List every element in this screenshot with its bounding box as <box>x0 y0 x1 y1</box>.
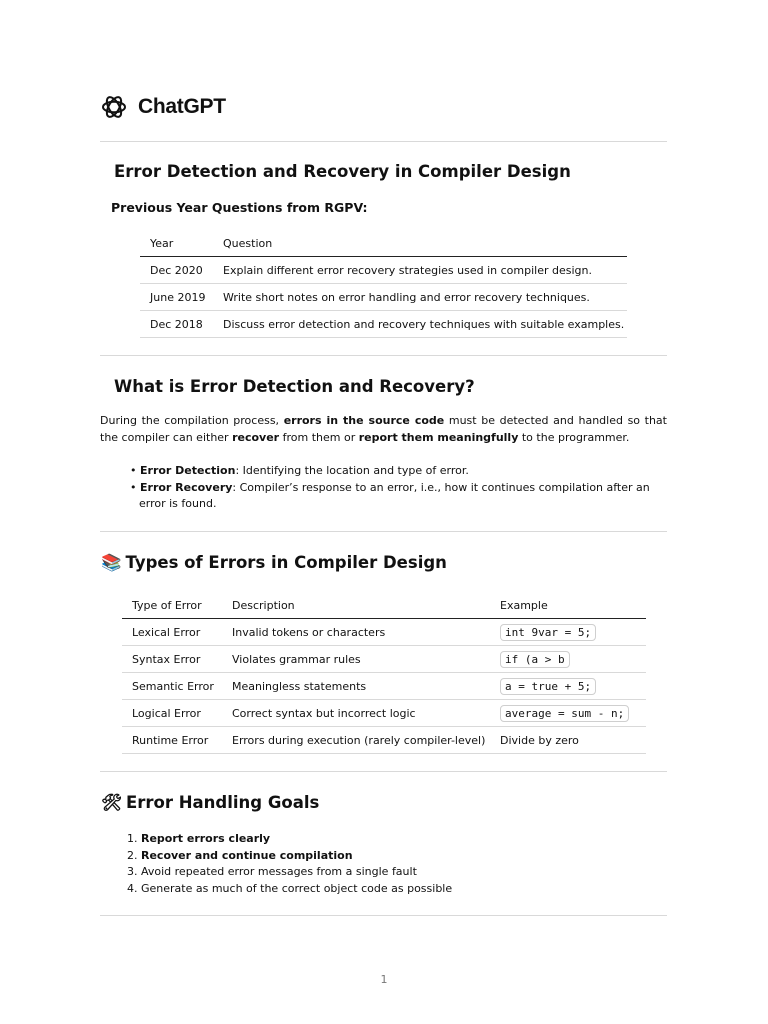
error-type-cell: Syntax Error <box>122 646 222 673</box>
chatgpt-logo-icon <box>100 93 128 121</box>
page-number: 1 <box>380 973 388 986</box>
description-cell: Violates grammar rules <box>222 646 490 673</box>
brand-name: ChatGPT <box>138 95 226 118</box>
example-cell <box>490 700 646 727</box>
bullet: • <box>130 480 137 494</box>
item-text: Generate as much of the correct object code as possible <box>141 881 453 895</box>
example-cell <box>490 619 646 646</box>
table-row <box>122 673 646 700</box>
goals-list <box>127 831 452 897</box>
list-item <box>127 881 452 898</box>
table-row <box>122 727 646 754</box>
table-row <box>140 257 627 284</box>
column-header: Description <box>222 592 490 619</box>
table-header-row <box>122 592 646 619</box>
item-number: 4. <box>127 881 138 895</box>
text: from them or <box>279 431 359 444</box>
bullet: • <box>130 464 137 477</box>
question-cell: Write short notes on error handling and error recovery techniques. <box>213 284 627 311</box>
code-snippet: a = true + 5; <box>500 678 596 695</box>
description-cell: Invalid tokens or characters <box>222 619 490 646</box>
table-header-row <box>140 230 627 257</box>
divider <box>100 771 667 772</box>
table-row <box>140 311 627 338</box>
divider <box>100 915 667 916</box>
page-title: Error Detection and Recovery in Compiler Design <box>114 162 571 181</box>
question-cell: Discuss error detection and recovery techniques with suitable examples. <box>213 311 627 338</box>
text: During the compilation process, <box>100 414 284 427</box>
pyq-table <box>140 230 627 338</box>
definition: : Compiler’s response to an error, i.e., how it continues compilation after an error is found. <box>139 480 650 510</box>
code-snippet: if (a > b <box>500 651 570 668</box>
list-item <box>127 831 452 848</box>
table-row <box>140 284 627 311</box>
list-item <box>127 864 452 881</box>
definition: : Identifying the location and type of error. <box>235 464 469 477</box>
column-header: Example <box>490 592 646 619</box>
item-text: Report errors clearly <box>141 832 271 845</box>
item-number: 2. <box>127 848 138 862</box>
example-cell <box>490 673 646 700</box>
list-item <box>130 480 667 513</box>
pyq-heading: Previous Year Questions from RGPV: <box>111 200 368 215</box>
definition-list <box>130 463 667 513</box>
column-header: Year <box>140 230 213 257</box>
item-text: Avoid repeated error messages from a single fault <box>141 865 417 878</box>
brand-header <box>100 93 226 121</box>
error-type-cell: Logical Error <box>122 700 222 727</box>
list-item <box>127 848 452 865</box>
code-snippet: int 9var = 5; <box>500 624 596 641</box>
table-row <box>122 700 646 727</box>
column-header: Question <box>213 230 627 257</box>
tools-icon: 🛠 <box>101 793 122 812</box>
table-row <box>122 619 646 646</box>
item-number: 1. <box>127 832 138 845</box>
error-type-cell: Runtime Error <box>122 727 222 754</box>
error-type-cell: Lexical Error <box>122 619 222 646</box>
list-item <box>130 463 667 480</box>
heading-text: Error Handling Goals <box>125 793 320 812</box>
term: Error Detection <box>140 464 236 477</box>
table-row <box>122 646 646 673</box>
code-snippet: average = sum - n; <box>500 705 629 722</box>
description-cell: Correct syntax but incorrect logic <box>222 700 490 727</box>
description-cell: Meaningless statements <box>222 673 490 700</box>
divider <box>100 141 667 142</box>
intro-paragraph <box>100 412 667 446</box>
year-cell: Dec 2020 <box>140 257 213 284</box>
question-cell: Explain different error recovery strategies used in compiler design. <box>213 257 627 284</box>
item-text: Recover and continue compilation <box>141 848 353 862</box>
example-cell: Divide by zero <box>490 727 646 754</box>
section-heading-goals <box>101 793 319 813</box>
error-types-table <box>122 592 646 754</box>
text: to the programmer. <box>518 431 630 444</box>
error-type-cell: Semantic Error <box>122 673 222 700</box>
term: Error Recovery <box>140 480 233 494</box>
description-cell: Errors during execution (rarely compiler-level) <box>222 727 490 754</box>
section-heading-what: What is Error Detection and Recovery? <box>114 377 475 396</box>
section-heading-types <box>101 553 447 573</box>
column-header: Type of Error <box>122 592 222 619</box>
year-cell: June 2019 <box>140 284 213 311</box>
books-icon: 📚 <box>101 553 122 572</box>
divider <box>100 531 667 532</box>
example-cell <box>490 646 646 673</box>
emphasis: report them meaningfully <box>358 431 519 444</box>
year-cell: Dec 2018 <box>140 311 213 338</box>
heading-text: Types of Errors in Compiler Design <box>125 553 447 572</box>
divider <box>100 355 667 356</box>
item-number: 3. <box>127 865 138 878</box>
text: must be detected and handled so that the compiler can either <box>100 414 667 444</box>
emphasis: errors in the source code <box>283 414 445 427</box>
emphasis: recover <box>232 431 280 444</box>
